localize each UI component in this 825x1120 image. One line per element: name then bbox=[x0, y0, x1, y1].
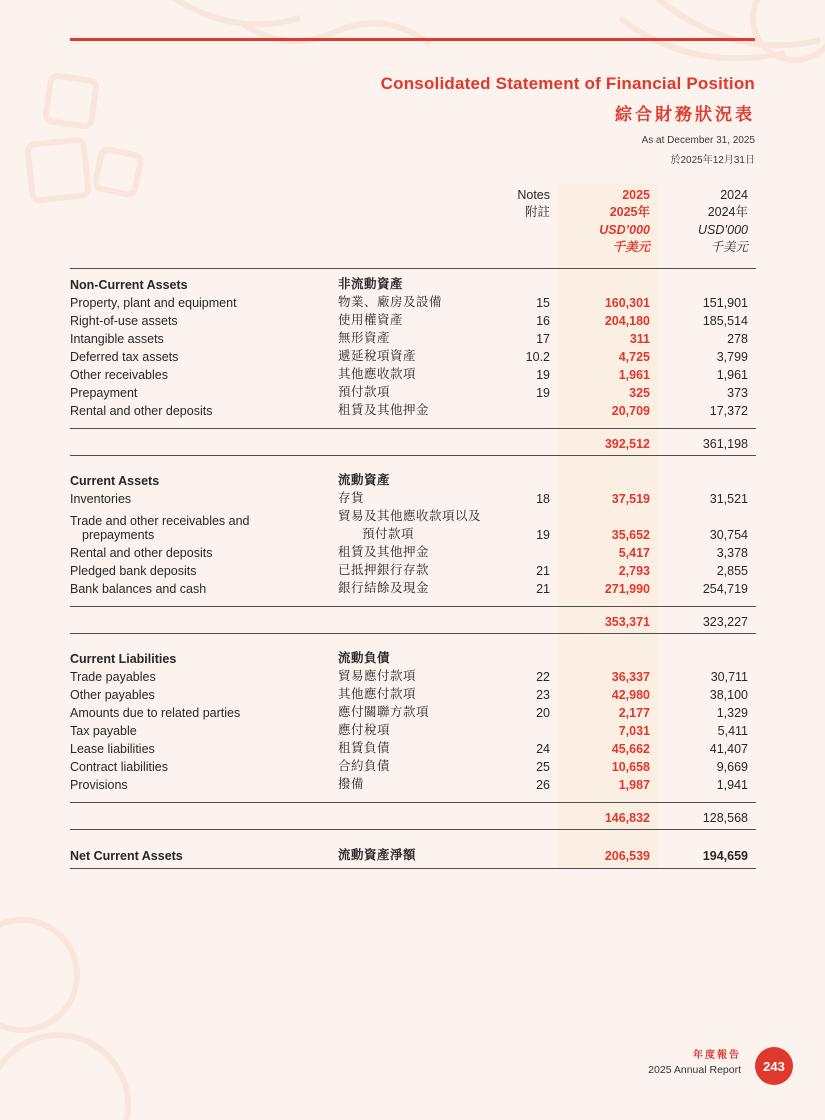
note-reference: 20 bbox=[536, 706, 550, 720]
value-2025: 1,987 bbox=[618, 778, 650, 792]
row-label-en bbox=[70, 332, 338, 346]
net-label-zh: 流動資產淨額 bbox=[338, 848, 417, 862]
value-2025: 36,337 bbox=[611, 670, 650, 684]
value-2024: 2,855 bbox=[716, 564, 748, 578]
row-label-zh bbox=[338, 506, 510, 542]
label-line: 預付款項 bbox=[362, 527, 415, 541]
subtotal-2024: 323,227 bbox=[702, 615, 748, 629]
table-row bbox=[70, 328, 756, 346]
section-header-row bbox=[70, 274, 756, 292]
label-line: Other payables bbox=[70, 688, 155, 702]
value-2025: 35,652 bbox=[611, 528, 650, 542]
page-number: 243 bbox=[763, 1058, 785, 1074]
table-row bbox=[70, 666, 756, 684]
row-label-zh bbox=[338, 720, 510, 738]
label-line: Inventories bbox=[70, 492, 132, 506]
note-reference: 15 bbox=[536, 296, 550, 310]
net-label-en: Net Current Assets bbox=[70, 849, 183, 863]
value-2024: 1,961 bbox=[716, 368, 748, 382]
value-2025: 325 bbox=[629, 386, 650, 400]
label-line: 租賃負債 bbox=[338, 741, 391, 755]
row-label-zh bbox=[338, 364, 510, 382]
value-2024: 38,100 bbox=[709, 688, 748, 702]
value-2024: 3,799 bbox=[716, 350, 748, 364]
column-header-row bbox=[70, 202, 756, 220]
table-row bbox=[70, 364, 756, 382]
value-2025: 42,980 bbox=[611, 688, 650, 702]
section-header-row bbox=[70, 470, 756, 488]
note-reference: 22 bbox=[536, 670, 550, 684]
page-title-english: Consolidated Statement of Financial Position bbox=[380, 74, 755, 93]
note-reference: 10.2 bbox=[525, 350, 550, 364]
label-line: Tax payable bbox=[70, 724, 137, 738]
row-label-en bbox=[70, 404, 338, 418]
note-reference: 19 bbox=[536, 386, 550, 400]
subtotal-2025: 353,371 bbox=[604, 615, 650, 629]
annual-report-label-en: 2025 Annual Report bbox=[648, 1064, 741, 1076]
table-row bbox=[70, 346, 756, 364]
row-label-zh bbox=[338, 774, 510, 792]
value-2024: 185,514 bbox=[702, 314, 748, 328]
row-label-en bbox=[70, 386, 338, 400]
subtotal-2024: 128,568 bbox=[702, 811, 748, 825]
row-label-en bbox=[70, 582, 338, 596]
row-label-en bbox=[70, 760, 338, 774]
label-line: Intangible assets bbox=[70, 332, 164, 346]
label-line: 租賃及其他押金 bbox=[338, 545, 430, 559]
note-reference: 24 bbox=[536, 742, 550, 756]
label-line: Bank balances and cash bbox=[70, 582, 207, 596]
table-row bbox=[70, 310, 756, 328]
table-row bbox=[70, 756, 756, 774]
section-title-en: Current Liabilities bbox=[70, 652, 177, 666]
label-line: 銀行結餘及現金 bbox=[338, 581, 430, 595]
subtotal-2024: 361,198 bbox=[702, 437, 748, 451]
row-label-en bbox=[70, 670, 338, 684]
value-2025: 20,709 bbox=[611, 404, 650, 418]
row-label-zh bbox=[338, 666, 510, 684]
value-2024: 31,521 bbox=[709, 492, 748, 506]
value-2025: 160,301 bbox=[604, 296, 650, 310]
table-sections bbox=[70, 268, 756, 830]
label-line: Pledged bank deposits bbox=[70, 564, 197, 578]
label-line: Lease liabilities bbox=[70, 742, 155, 756]
notes-column-header: Notes bbox=[517, 187, 550, 202]
value-2025: 7,031 bbox=[618, 724, 650, 738]
row-label-zh bbox=[338, 346, 510, 364]
value-2024: 1,329 bbox=[716, 706, 748, 720]
label-line: 物業、廠房及設備 bbox=[338, 295, 443, 309]
note-reference: 21 bbox=[536, 564, 550, 578]
label-line: 貿易應付款項 bbox=[338, 669, 417, 683]
value-2024: 3,378 bbox=[716, 546, 748, 560]
label-line: Deferred tax assets bbox=[70, 350, 179, 364]
net-current-assets-row bbox=[70, 841, 756, 869]
table-row bbox=[70, 560, 756, 578]
label-line: 應付稅項 bbox=[338, 723, 391, 737]
label-line: Other receivables bbox=[70, 368, 168, 382]
label-line: Rental and other deposits bbox=[70, 404, 213, 418]
subtotal-2025: 392,512 bbox=[604, 437, 650, 451]
label-line: 貿易及其他應收款項以及 bbox=[338, 509, 482, 523]
subtotal-block bbox=[70, 606, 756, 634]
row-label-zh bbox=[338, 292, 510, 310]
table-row bbox=[70, 774, 756, 792]
year-2024-header-zh: 2024年 bbox=[707, 204, 748, 219]
statement-section bbox=[70, 274, 756, 456]
subtotal-row bbox=[70, 433, 756, 451]
value-2024: 41,407 bbox=[709, 742, 748, 756]
row-label-en bbox=[70, 778, 338, 792]
section-title-en: Non-Current Assets bbox=[70, 278, 188, 292]
annual-report-label-zh: 年度報告 bbox=[693, 1050, 741, 1061]
column-header-row bbox=[70, 237, 756, 255]
row-label-en bbox=[70, 564, 338, 578]
page-title-chinese: 綜合財務狀況表 bbox=[615, 105, 755, 124]
column-headers bbox=[70, 184, 756, 268]
label-line: Contract liabilities bbox=[70, 760, 168, 774]
table-row bbox=[70, 400, 756, 418]
label-line: 其他應收款項 bbox=[338, 367, 417, 381]
note-reference: 17 bbox=[536, 332, 550, 346]
row-label-en bbox=[70, 742, 338, 756]
table-row bbox=[70, 542, 756, 560]
section-title-zh: 非流動資產 bbox=[338, 277, 404, 291]
label-line: Rental and other deposits bbox=[70, 546, 213, 560]
table-row bbox=[70, 845, 756, 863]
note-reference: 19 bbox=[536, 528, 550, 542]
label-line: 預付款項 bbox=[338, 385, 391, 399]
label-line: Provisions bbox=[70, 778, 128, 792]
subtotal-row bbox=[70, 807, 756, 825]
row-label-en bbox=[70, 688, 338, 702]
table-row bbox=[70, 292, 756, 310]
table-row bbox=[70, 382, 756, 400]
label-line: Trade and other receivables and bbox=[70, 514, 250, 528]
label-line: Right-of-use assets bbox=[70, 314, 178, 328]
label-line: Property, plant and equipment bbox=[70, 296, 237, 310]
row-label-zh bbox=[338, 310, 510, 328]
value-2024: 278 bbox=[727, 332, 748, 346]
row-label-zh bbox=[338, 400, 510, 418]
label-line: Trade payables bbox=[70, 670, 156, 684]
column-header-row bbox=[70, 184, 756, 202]
section-title-en: Current Assets bbox=[70, 474, 160, 488]
statement-date-chinese: 於2025年12月31日 bbox=[670, 155, 755, 166]
row-label-zh bbox=[338, 578, 510, 596]
label-line: 存貨 bbox=[338, 491, 365, 505]
page-number-badge bbox=[755, 1047, 793, 1085]
unit-2024-usd: USD’000 bbox=[697, 223, 748, 237]
note-reference: 23 bbox=[536, 688, 550, 702]
label-line: Amounts due to related parties bbox=[70, 706, 241, 720]
statement-header bbox=[70, 74, 755, 166]
label-line: 應付關聯方款項 bbox=[338, 705, 430, 719]
value-2025: 5,417 bbox=[618, 546, 650, 560]
notes-column-header-zh: 附註 bbox=[524, 204, 550, 219]
row-label-en bbox=[70, 314, 338, 328]
table-row bbox=[70, 488, 756, 506]
note-reference: 19 bbox=[536, 368, 550, 382]
label-line: 使用權資產 bbox=[338, 313, 404, 327]
label-line: 其他應付款項 bbox=[338, 687, 417, 701]
table-row bbox=[70, 506, 756, 542]
note-reference: 21 bbox=[536, 582, 550, 596]
section-header-row bbox=[70, 648, 756, 666]
subtotal-block bbox=[70, 428, 756, 456]
row-label-zh bbox=[338, 382, 510, 400]
value-2024: 373 bbox=[727, 386, 748, 400]
row-label-en bbox=[70, 724, 338, 738]
table-row bbox=[70, 720, 756, 738]
row-label-zh bbox=[338, 756, 510, 774]
value-2024: 5,411 bbox=[717, 724, 748, 738]
value-2024: 30,754 bbox=[709, 528, 748, 542]
row-label-zh bbox=[338, 702, 510, 720]
value-2025: 10,658 bbox=[611, 760, 650, 774]
year-2025-header-zh: 2025年 bbox=[609, 204, 650, 219]
table-row bbox=[70, 738, 756, 756]
statement-date-english: As at December 31, 2025 bbox=[641, 135, 755, 146]
note-reference: 16 bbox=[536, 314, 550, 328]
label-line: 合約負債 bbox=[338, 759, 391, 773]
value-2024: 254,719 bbox=[702, 582, 748, 596]
value-2025: 45,662 bbox=[611, 742, 650, 756]
row-label-en bbox=[70, 492, 338, 506]
table-row bbox=[70, 684, 756, 702]
unit-2025-usd: USD’000 bbox=[599, 223, 650, 237]
note-reference: 25 bbox=[536, 760, 550, 774]
section-title-zh: 流動資產 bbox=[338, 473, 391, 487]
year-2025-header: 2025 bbox=[622, 187, 650, 202]
page-footer bbox=[648, 1046, 741, 1076]
section-title-zh: 流動負債 bbox=[338, 651, 391, 665]
row-label-en bbox=[70, 296, 338, 310]
row-label-zh bbox=[338, 684, 510, 702]
statement-section bbox=[70, 470, 756, 634]
row-label-en bbox=[70, 546, 338, 560]
label-line: 無形資產 bbox=[338, 331, 391, 345]
value-2025: 4,725 bbox=[618, 350, 650, 364]
row-label-zh bbox=[338, 560, 510, 578]
value-2025: 271,990 bbox=[604, 582, 650, 596]
value-2025: 2,177 bbox=[618, 706, 650, 720]
column-header-row bbox=[70, 220, 756, 238]
label-line: prepayments bbox=[82, 528, 155, 542]
value-2024: 151,901 bbox=[702, 296, 748, 310]
statement-table bbox=[70, 184, 756, 869]
table-row bbox=[70, 702, 756, 720]
row-label-zh bbox=[338, 488, 510, 506]
value-2025: 2,793 bbox=[618, 564, 650, 578]
label-line: 撥備 bbox=[338, 777, 365, 791]
row-label-zh bbox=[338, 738, 510, 756]
value-2024: 1,941 bbox=[716, 778, 748, 792]
value-2025: 37,519 bbox=[611, 492, 650, 506]
value-2024: 17,372 bbox=[709, 404, 748, 418]
subtotal-row bbox=[70, 611, 756, 629]
subtotal-2025: 146,832 bbox=[604, 811, 650, 825]
row-label-zh bbox=[338, 542, 510, 560]
top-accent-rule bbox=[70, 38, 755, 41]
statement-section bbox=[70, 648, 756, 830]
row-label-zh bbox=[338, 328, 510, 346]
unit-2025-zh: 千美元 bbox=[612, 240, 650, 254]
note-reference: 18 bbox=[536, 492, 550, 506]
subtotal-block bbox=[70, 802, 756, 830]
value-2025: 311 bbox=[629, 332, 650, 346]
label-line: Prepayment bbox=[70, 386, 138, 400]
label-line: 遞延稅項資產 bbox=[338, 349, 417, 363]
table-row bbox=[70, 578, 756, 596]
value-2025: 1,961 bbox=[618, 368, 650, 382]
year-2024-header: 2024 bbox=[720, 187, 748, 202]
row-label-en bbox=[70, 514, 338, 542]
row-label-en bbox=[70, 350, 338, 364]
net-value-2025: 206,539 bbox=[604, 849, 650, 863]
note-reference: 26 bbox=[536, 778, 550, 792]
value-2025: 204,180 bbox=[604, 314, 650, 328]
row-label-en bbox=[70, 368, 338, 382]
unit-2024-zh: 千美元 bbox=[710, 240, 748, 254]
net-value-2024: 194,659 bbox=[702, 849, 748, 863]
value-2024: 9,669 bbox=[716, 760, 748, 774]
row-label-en bbox=[70, 706, 338, 720]
value-2024: 30,711 bbox=[710, 670, 748, 684]
label-line: 租賃及其他押金 bbox=[338, 403, 430, 417]
label-line: 已抵押銀行存款 bbox=[338, 563, 430, 577]
